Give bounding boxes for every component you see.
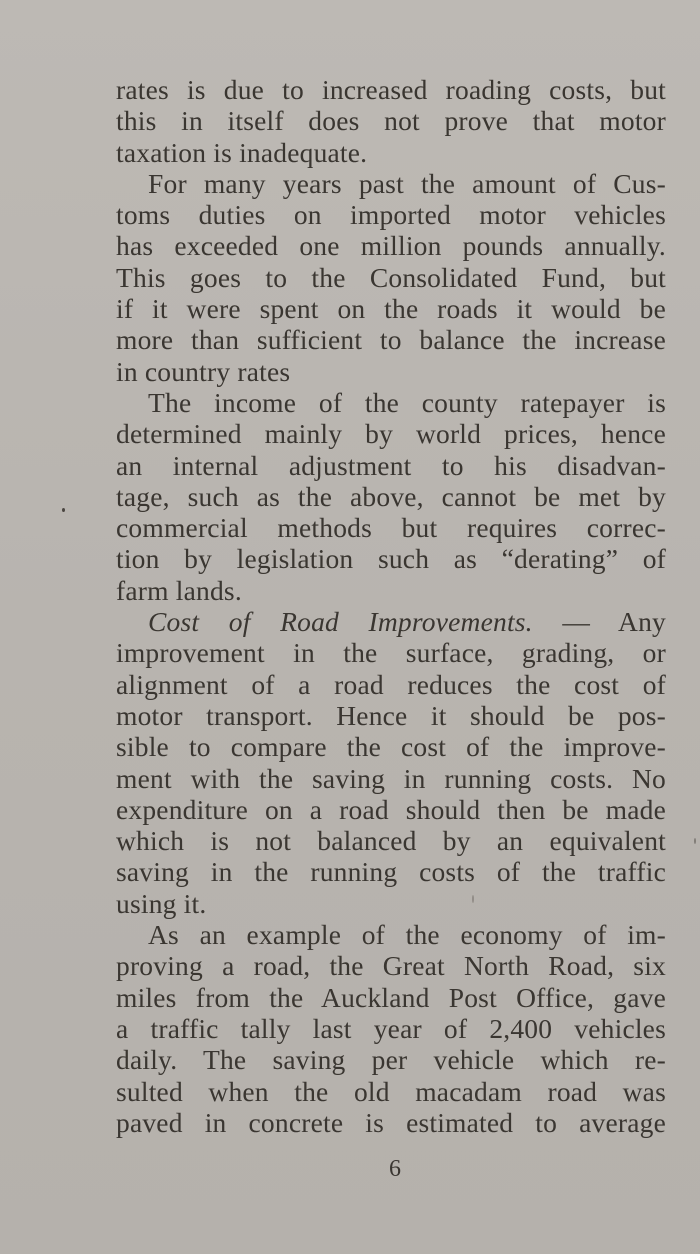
text-line: alignment of a road reduces the cost of [116, 668, 666, 700]
text-line: expenditure on a road should then be made [116, 793, 666, 825]
page-number: 6 [389, 1156, 401, 1182]
text-line: tage, such as the above, cannot be met by [116, 480, 666, 512]
text-line: ment with the saving in running costs. No [116, 762, 666, 794]
text-line: a traffic tally last year of 2,400 vehicles [116, 1012, 666, 1044]
body-text [116, 74, 666, 1138]
paragraph-start-line: As an example of the economy of im- [148, 919, 666, 951]
text-line: determined mainly by world prices, hence [116, 418, 666, 450]
text-line: This goes to the Consolidated Fund, but [116, 261, 666, 293]
text-line: taxation is inadequate. [116, 136, 368, 168]
section-heading-line [116, 606, 666, 637]
text-line: miles from the Auckland Post Office, gave [116, 981, 666, 1013]
text-line: improvement in the surface, grading, or [116, 637, 666, 669]
text-line: more than sufficient to balance the increase [116, 324, 666, 356]
text-line: proving a road, the Great North Road, six [116, 950, 666, 982]
text-line: an internal adjustment to his disadvan- [116, 449, 666, 481]
text-line: this in itself does not prove that motor [116, 105, 666, 137]
scan-speck [694, 838, 696, 844]
text-line: commercial methods but requires correc- [116, 512, 666, 544]
text-line: saving in the running costs of the traffic [116, 856, 666, 888]
paragraph-start-line: For many years past the amount of Cus- [148, 167, 666, 199]
text-line: toms duties on imported motor vehicles [116, 199, 666, 231]
text-line: sulted when the old macadam road was [116, 1075, 666, 1107]
text-line: paved in concrete is estimated to average [116, 1106, 666, 1138]
text-line: which is not balanced by an equivalent [116, 825, 666, 857]
text-line: daily. The saving per vehicle which re- [116, 1044, 666, 1076]
text-line: if it were spent on the roads it would be [116, 293, 666, 325]
text-line: farm lands. [116, 574, 242, 606]
text-line: rates is due to increased roading costs, but [116, 74, 666, 105]
text-line: has exceeded one million pounds annually. [116, 230, 666, 262]
text-line: in country rates [116, 355, 291, 387]
section-heading: Cost of Road Improvements. [148, 606, 533, 638]
scan-speck [472, 895, 474, 903]
scan-speck [62, 508, 65, 512]
section-heading-continuation: — Any [562, 606, 667, 638]
text-line: motor transport. Hence it should be pos- [116, 699, 666, 731]
text-line: using it. [116, 887, 207, 919]
paragraph-start-line: The income of the county ratepayer is [148, 386, 666, 418]
text-line: tion by legislation such as “derating” of [116, 543, 666, 575]
text-line: sible to compare the cost of the improve- [116, 731, 666, 763]
